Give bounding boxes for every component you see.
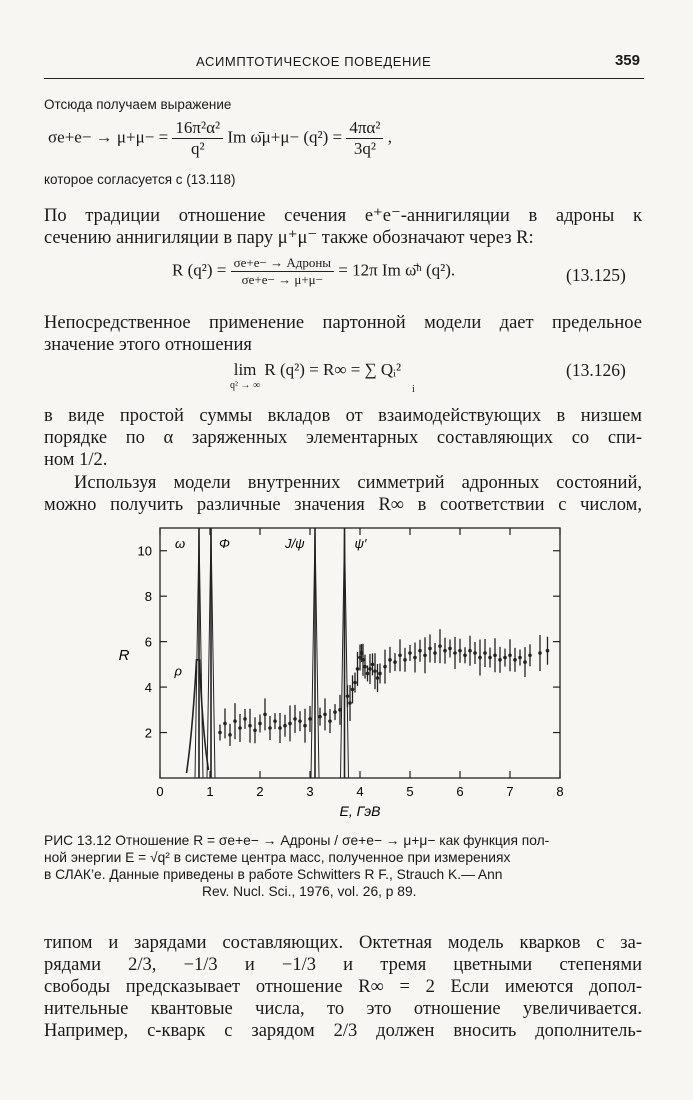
eq126-lim-sub: q² → ∞ xyxy=(230,380,261,391)
data-point xyxy=(238,726,242,730)
paragraph-4-line: можно получить различные значения R∞ в соответствии с числом, xyxy=(44,495,642,515)
x-tick-label: 6 xyxy=(456,784,464,799)
data-point xyxy=(458,649,462,653)
data-point xyxy=(303,724,307,728)
eq126-limit xyxy=(230,360,260,391)
data-point xyxy=(433,651,437,655)
data-point xyxy=(333,710,337,714)
data-point xyxy=(223,722,227,726)
data-point xyxy=(448,647,452,651)
data-point xyxy=(258,722,262,726)
y-tick-label: 10 xyxy=(137,543,152,559)
data-point xyxy=(351,688,355,692)
x-tick-label: 5 xyxy=(406,784,414,799)
data-point xyxy=(371,663,375,667)
eq126-body: R (q²) = R∞ = ∑ Qᵢ² xyxy=(264,360,402,379)
eq126-lim: lim xyxy=(233,360,257,379)
data-point xyxy=(473,651,477,655)
data-point xyxy=(418,649,422,653)
data-point xyxy=(348,701,352,705)
paragraph-4-line: Используя модели внутренних симметрий адронных состояний, xyxy=(74,473,642,493)
resonance-label: J/ψ xyxy=(285,536,305,551)
equation-13-125 xyxy=(172,255,455,288)
equation-number-13-126: (13.126) xyxy=(566,360,626,380)
eq-mumu-mid: Im ω̄μ+μ− (q²) = xyxy=(227,127,343,147)
x-tick-label: 8 xyxy=(556,784,564,799)
eq125-lhs: R (q²) = xyxy=(172,260,227,280)
y-tick-label: 8 xyxy=(144,589,152,605)
eq-mumu-frac1-num: 16π²α² xyxy=(172,118,223,139)
x-tick-label: 7 xyxy=(506,784,514,799)
data-point xyxy=(393,660,397,664)
data-point xyxy=(468,649,472,653)
consistent-line: которое согласуется с (13.118) xyxy=(44,172,236,187)
x-tick-label: 0 xyxy=(156,784,164,799)
data-point xyxy=(253,728,257,732)
eq125-den: σe+e− → μ+μ− xyxy=(241,272,323,287)
paragraph-5-line: свободы предсказывает отношение R∞ = 2 Если имеются допол- xyxy=(44,977,642,997)
resonance-label: Φ xyxy=(219,536,230,551)
figure-caption xyxy=(44,832,644,900)
caption-line: в СЛАК’е. Данные приведены в работе Schwitters R F., Strauch K.— Ann xyxy=(44,867,503,882)
data-point xyxy=(353,681,357,685)
data-point xyxy=(546,649,550,653)
eq-mumu-lhs: σe+e− → μ+μ− = xyxy=(48,127,169,147)
eq-mumu-fraction-1 xyxy=(172,118,223,159)
x-tick-label: 2 xyxy=(256,784,264,799)
data-point xyxy=(248,724,252,728)
data-point xyxy=(373,669,377,673)
data-point xyxy=(398,653,402,657)
data-point xyxy=(408,651,412,655)
data-point xyxy=(508,653,512,657)
paragraph-5-line: рядами 2/3, −1/3 и −1/3 и тремя цветными степенями xyxy=(44,955,642,975)
paragraph-2 xyxy=(44,312,642,356)
paragraph-3 xyxy=(44,405,642,471)
caption-line: Rev. Nucl. Sci., 1976, vol. 26, p 89. xyxy=(202,884,417,899)
data-point xyxy=(323,713,327,717)
x-tick-label: 3 xyxy=(306,784,314,799)
equation-mumu: σe+e− → μ+μ− = $\frac{\text{16π²α²}}{\text{q²}}$ Im ω̄μ+μ− (q²) = $\frac{\text{4πα²}}{\text{3q²}}$ , xyxy=(48,118,392,158)
data-point xyxy=(243,717,247,721)
x-tick-label: 4 xyxy=(356,784,364,799)
resonance-rho-peak xyxy=(187,660,209,773)
eq-mumu-frac2-num: 4πα² xyxy=(346,118,383,139)
caption-line: РИС 13.12 Отношение R = σe+e− → Адроны / σe+e− → μ+μ− как функция пол- xyxy=(44,833,550,848)
data-point xyxy=(413,656,417,660)
data-point xyxy=(478,656,482,660)
paragraph-1-line: сечению аннигиляции в пару μ⁺μ⁻ также обозначают через R: xyxy=(44,228,534,248)
eq-mumu-fraction-2 xyxy=(346,118,383,159)
paragraph-2-line: Непосредственное применение партонной модели дает предельное xyxy=(44,313,642,333)
data-point xyxy=(438,644,442,648)
data-point xyxy=(493,653,497,657)
eq126-sum-index: i xyxy=(412,384,415,395)
paragraph-5 xyxy=(44,932,642,1042)
header-title: АСИМПТОТИЧЕСКОЕ ПОВЕДЕНИЕ xyxy=(196,54,432,69)
data-point xyxy=(346,694,350,698)
data-point xyxy=(383,665,387,669)
data-point xyxy=(218,731,222,735)
paragraph-3-line: порядке по α заряженных элементарных составляющих со спи- xyxy=(44,428,642,448)
data-point xyxy=(366,672,370,676)
eq-mumu-frac2-den: 3q² xyxy=(353,139,376,158)
paragraph-5-line: типом и зарядами составляющих. Октетная модель кварков с за- xyxy=(44,933,642,953)
data-point xyxy=(523,660,527,664)
data-point xyxy=(363,665,367,669)
data-point xyxy=(361,658,365,662)
data-point xyxy=(538,651,542,655)
data-point xyxy=(273,719,277,723)
data-point xyxy=(356,667,360,671)
page-number: 359 xyxy=(614,52,640,69)
data-point xyxy=(278,726,282,730)
intro-line: Отсюда получаем выражение xyxy=(44,97,232,112)
data-point xyxy=(388,658,392,662)
data-point xyxy=(518,656,522,660)
eq125-rhs: = 12π Im ω̄ʰ (q²). xyxy=(338,260,456,280)
data-point xyxy=(483,651,487,655)
x-axis-label: E, ГэВ xyxy=(339,803,381,819)
data-point xyxy=(378,672,382,676)
data-point xyxy=(453,651,457,655)
data-point xyxy=(528,653,532,657)
eq-mumu-frac1-den: q² xyxy=(190,139,205,158)
paragraph-5-line: нительные квантовые числа, то это отношение увеличивается. xyxy=(44,999,642,1019)
data-point xyxy=(293,717,297,721)
data-point xyxy=(503,656,507,660)
data-point xyxy=(233,719,237,723)
data-point xyxy=(228,733,232,737)
paragraph-1-line: По традиции отношение сечения e⁺e⁻-аннигиляции в адроны к xyxy=(44,206,642,226)
paragraph-5-line: Например, c-кварк с зарядом 2/3 должен вносить дополнитель- xyxy=(44,1021,642,1041)
caption-line: ной энергии E = √q² в системе центра масс, полученное при измерениях xyxy=(44,850,511,865)
data-point xyxy=(328,719,332,723)
x-tick-label: 1 xyxy=(206,784,214,799)
data-point xyxy=(308,717,312,721)
data-point xyxy=(268,726,272,730)
data-point xyxy=(403,658,407,662)
eq125-num: σe+e− → Адроны xyxy=(231,255,334,272)
y-tick-label: 4 xyxy=(144,680,152,696)
data-point xyxy=(298,719,302,723)
paragraph-4 xyxy=(44,472,642,516)
data-point xyxy=(338,708,342,712)
data-point xyxy=(443,649,447,653)
data-point xyxy=(423,653,427,657)
paragraph-1 xyxy=(44,205,642,249)
eq125-fraction xyxy=(231,255,334,288)
paragraph-2-line: значение этого отношения xyxy=(44,335,252,355)
y-axis-label: R xyxy=(118,647,130,664)
data-point xyxy=(488,656,492,660)
data-point xyxy=(288,722,292,726)
equation-number-13-125: (13.125) xyxy=(566,265,626,285)
data-point xyxy=(283,724,287,728)
data-point xyxy=(463,653,467,657)
resonance-label: ρ xyxy=(174,663,182,679)
paragraph-3-line: ном 1/2. xyxy=(44,450,108,470)
data-point xyxy=(376,676,380,680)
equation-13-126 xyxy=(230,360,401,391)
paragraph-3-line: в виде простой суммы вкладов от взаимодействующих в низшем xyxy=(44,406,642,426)
y-tick-label: 6 xyxy=(144,634,152,650)
data-point xyxy=(428,647,432,651)
resonance-label: ψ′ xyxy=(354,536,367,551)
data-point xyxy=(513,658,517,662)
r-ratio-chart xyxy=(100,518,580,823)
data-point xyxy=(368,667,372,671)
running-header xyxy=(44,52,644,79)
data-point xyxy=(263,713,267,717)
data-point xyxy=(318,715,322,719)
y-tick-label: 2 xyxy=(144,725,152,741)
resonance-label: ω xyxy=(175,536,186,551)
data-point xyxy=(498,658,502,662)
